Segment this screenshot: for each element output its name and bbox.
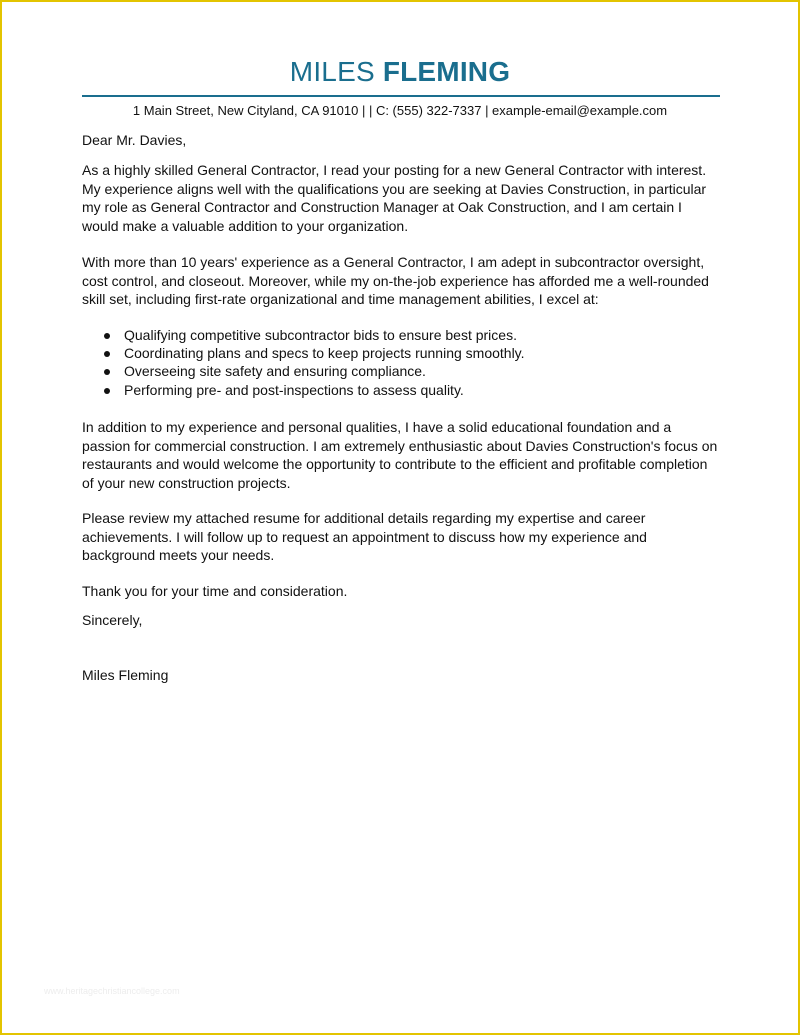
paragraph-3: In addition to my experience and personal qualities, I have a solid educational foundation and a passion for commercial construction. I am extremely enthusiastic about Davies Construction's focus on restaurants and would welcome the opportunity to contribute to the efficient and profitable completion of your new construction projects. [82, 419, 718, 491]
bullet-icon [104, 351, 110, 357]
list-item [82, 344, 722, 362]
list-item [82, 326, 722, 344]
list-item-text: Coordinating plans and specs to keep projects running smoothly. [124, 345, 525, 362]
bullet-icon [104, 333, 110, 339]
contact-info: 1 Main Street, New Cityland, CA 91010 | | C: (555) 322-7337 | example-email@example.com [132, 103, 668, 118]
list-item [82, 381, 722, 399]
last-name: FLEMING [382, 56, 511, 87]
paragraph-2: With more than 10 years' experience as a General Contractor, I am adept in subcontractor oversight, cost control, and closeout. Moreover, while my on-the-job experience has afforded me a well-rounded skill set, including first-rate organizational and time management abilities, I excel at: [82, 254, 709, 307]
list-item-text: Qualifying competitive subcontractor bids to ensure best prices. [124, 327, 517, 343]
salutation: Dear Mr. Davies, [82, 132, 187, 148]
list-item [82, 362, 722, 380]
watermark: www.heritagechristiancollege.com [44, 986, 180, 996]
list-item-text: Performing pre- and post-inspections to assess quality. [124, 381, 464, 398]
thanks-line: Thank you for your time and consideration. [82, 583, 348, 599]
list-item-text: Overseeing site safety and ensuring compliance. [124, 363, 426, 380]
skills-list [82, 326, 722, 399]
signature-name: Miles Fleming [82, 667, 169, 683]
bullet-icon [104, 369, 110, 375]
first-name: MILES [289, 56, 375, 87]
header-name [2, 54, 798, 90]
header-divider [82, 95, 720, 97]
paragraph-1: As a highly skilled General Contractor, I read your posting for a new General Contractor with interest. My experience aligns well with the qualifications you are seeking at Davies Construction, in particular my role as General Contractor and Construction Manager at Oak Construction, and I am certain I would make a valuable addition to your organization. [82, 162, 707, 234]
bullet-icon [104, 388, 110, 394]
paragraph-4: Please review my attached resume for additional details regarding my expertise and career achievements. I will follow up to request an appointment to discuss how my experience and background meets your needs. [82, 510, 647, 563]
closing: Sincerely, [82, 612, 143, 628]
